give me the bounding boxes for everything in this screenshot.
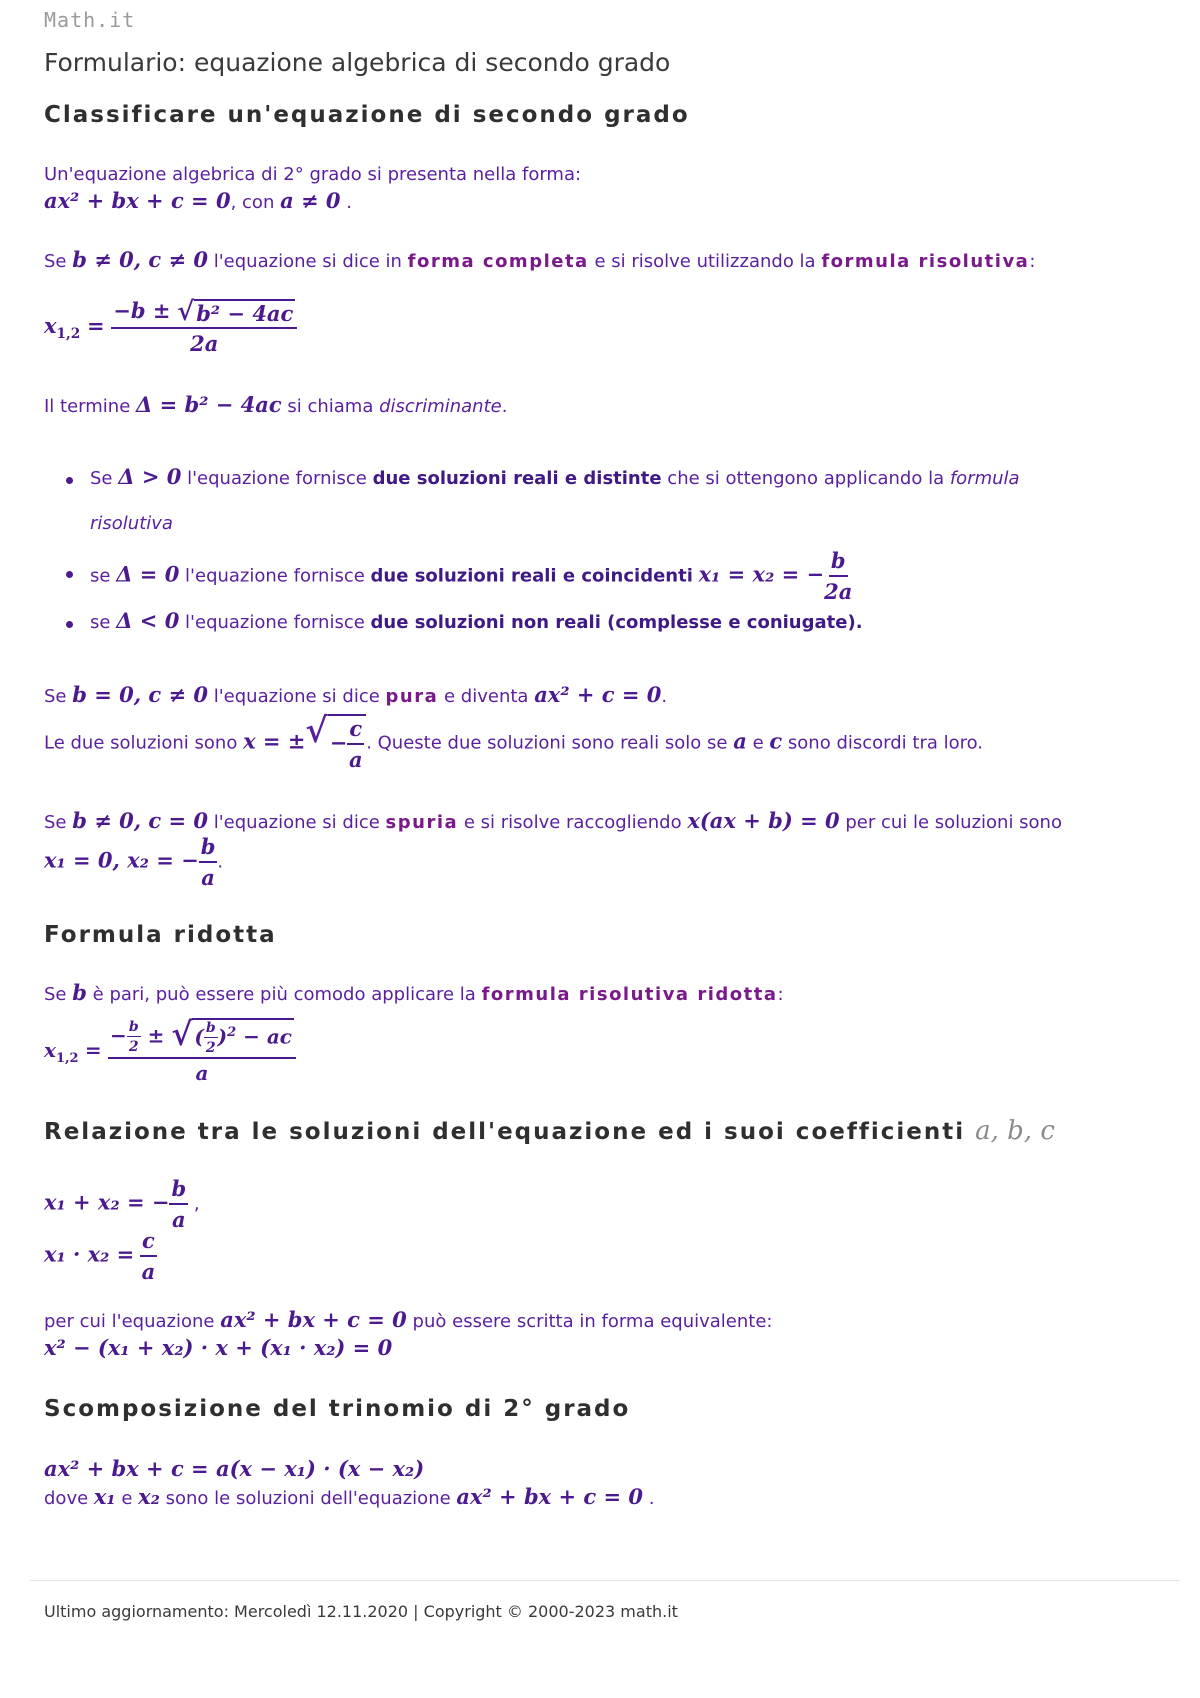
case-positive-cont: risolutiva <box>90 513 173 534</box>
text: può essere scritta in forma equivalente: <box>412 1311 773 1332</box>
radicand-tail: − ac <box>243 1024 292 1049</box>
text: l'equazione si dice <box>213 686 380 707</box>
pure-fraction <box>347 716 364 773</box>
fraction-denominator: a <box>141 1259 156 1284</box>
text: Se <box>44 251 67 272</box>
minus-sign: − <box>329 730 348 755</box>
complete-form-line <box>44 247 1035 275</box>
radicand: b² − 4ac <box>196 300 294 326</box>
formula-lhs: x <box>44 312 57 338</box>
complete-condition: b ≠ 0, c ≠ 0 <box>72 247 208 272</box>
equivalent-form <box>44 1335 392 1363</box>
keyword-formula-risolutiva: formula risolutiva <box>821 251 1030 272</box>
bullet-icon <box>66 477 73 484</box>
sum-fraction <box>169 1176 188 1233</box>
text: che si ottengono applicando la <box>667 468 945 489</box>
bullet-icon <box>66 571 73 578</box>
decomp-text-line <box>44 1484 654 1512</box>
fraction-denominator: 2 <box>205 1040 216 1056</box>
text: è pari, può essere più comodo applicare la <box>92 984 476 1005</box>
var-a: a <box>733 728 747 754</box>
formula-lhs-sub: 1,2 <box>55 1051 79 1066</box>
radical-icon: √ <box>171 1015 193 1053</box>
quadratic-formula <box>44 298 297 356</box>
equivalent-formula: x² − (x₁ + x₂) · x + (x₁ · x₂) = 0 <box>44 1335 393 1360</box>
text: per cui le soluzioni sono <box>845 812 1062 833</box>
text: sono le soluzioni dell'equazione <box>165 1488 451 1509</box>
text: e si risolve utilizzando la <box>594 251 816 272</box>
fraction-numerator: b <box>128 1019 139 1035</box>
text: l'equazione fornisce <box>187 468 367 489</box>
text: si chiama <box>287 396 374 417</box>
heading-vars: a, b, c <box>975 1116 1055 1146</box>
intro-end: . <box>346 192 352 213</box>
text: formula <box>949 468 1020 489</box>
case-positive <box>90 464 1020 492</box>
heading-text: Relazione tra le soluzioni dell'equazione ed i suoi coefficienti <box>44 1119 966 1145</box>
product-fraction <box>140 1228 157 1285</box>
spuria-solutions <box>44 834 223 891</box>
text: . <box>661 686 668 707</box>
spuria-fraction <box>199 834 218 891</box>
fraction-numerator: b <box>199 834 218 863</box>
text: Se <box>44 984 67 1005</box>
text: , <box>193 1193 200 1215</box>
text: Il termine <box>44 396 131 417</box>
text: . <box>648 1488 655 1509</box>
relation-formula: ax² + bx + c = 0 <box>220 1307 407 1332</box>
reduced-line <box>44 980 784 1008</box>
site-name: Math.it <box>44 8 136 32</box>
minus-sign: − <box>110 1023 127 1048</box>
radical-icon: √ <box>177 296 195 327</box>
radicand: ( $\frac{b}{2}$ )$^2$ − ac <box>194 1020 292 1056</box>
case-condition: Δ > 0 <box>118 464 182 489</box>
text: l'equazione si dice <box>213 812 380 833</box>
sum-lhs: x₁ + x₂ = − <box>44 1189 170 1215</box>
quadratic-fraction <box>111 298 297 356</box>
formula-lhs-sub: 1,2 <box>56 325 81 342</box>
discriminant-formula: Δ = b² − 4ac <box>136 392 282 417</box>
case-negative <box>90 608 863 636</box>
text: e <box>121 1488 133 1509</box>
exponent: 2 <box>227 1024 237 1040</box>
discriminant-line <box>44 392 507 420</box>
spuria-line <box>44 808 1062 836</box>
var-x1: x₁ <box>93 1484 116 1509</box>
pure-formula: ax² + c = 0 <box>534 682 662 707</box>
fraction-numerator <box>108 1015 296 1059</box>
text: sono discordi tra loro. <box>787 732 984 754</box>
text: : <box>777 984 784 1005</box>
sum-relation <box>44 1176 200 1233</box>
text: l'equazione si dice in <box>213 251 402 272</box>
discriminant-term: discriminante <box>379 396 502 417</box>
text: . <box>217 851 224 873</box>
heading-relation <box>44 1116 1055 1146</box>
product-relation <box>44 1228 157 1285</box>
fraction-numerator: b <box>205 1020 216 1036</box>
text: e <box>752 732 764 754</box>
text: Se <box>44 686 67 707</box>
fraction-numerator: c <box>140 1228 157 1257</box>
text: e si risolve raccogliendo <box>463 812 682 833</box>
keyword-pura: pura <box>385 686 439 707</box>
fraction-numerator: c <box>347 716 364 745</box>
intro-form-line <box>44 188 352 216</box>
fraction-denominator: 2 <box>128 1039 139 1055</box>
fraction-denominator: 2a <box>824 579 853 604</box>
pure-solutions-line <box>44 711 984 773</box>
keyword-formula-ridotta: formula risolutiva ridotta <box>481 984 778 1005</box>
form-condition: a ≠ 0 <box>280 188 341 213</box>
fraction-numerator: b <box>169 1176 188 1205</box>
square-root <box>171 1015 294 1056</box>
reduced-formula <box>44 1015 296 1085</box>
case-condition: Δ = 0 <box>116 561 180 587</box>
decomp-formula-line <box>44 1456 424 1484</box>
pure-radicand <box>328 714 366 773</box>
equals: = <box>84 1038 102 1062</box>
half-b-fraction-2 <box>204 1020 218 1056</box>
equals: = <box>86 312 105 338</box>
intro-sep: , con <box>230 192 275 213</box>
heading-decomp: Scomposizione del trinomio di 2° grado <box>44 1396 631 1422</box>
case-zero <box>90 548 852 605</box>
text: Se <box>44 812 67 833</box>
reduced-fraction <box>108 1015 296 1085</box>
pure-square-root <box>305 711 366 773</box>
fraction-denominator: a <box>201 865 215 890</box>
fraction-denominator: a <box>348 747 363 772</box>
footer-divider <box>30 1580 1180 1581</box>
product-lhs: x₁ · x₂ = <box>44 1241 135 1267</box>
text: l'equazione fornisce <box>185 565 365 587</box>
fraction-denominator: a <box>172 1207 186 1232</box>
text: se <box>90 565 111 587</box>
var-c: c <box>769 728 783 754</box>
fraction-numerator: b <box>829 548 848 577</box>
general-form-formula: ax² + bx + c = 0 <box>44 188 231 213</box>
keyword-forma-completa: forma completa <box>407 251 589 272</box>
heading-reduced: Formula ridotta <box>44 922 277 948</box>
decomp-formula: ax² + bx + c = a(x − x₁) · (x − x₂) <box>44 1456 425 1481</box>
square-root <box>177 296 295 327</box>
relation-text-line <box>44 1307 773 1335</box>
half-b-fraction <box>127 1019 141 1055</box>
case-result: due soluzioni non reali (complesse e coniugate). <box>370 612 863 633</box>
case-result: due soluzioni reali e coincidenti <box>370 565 693 587</box>
text: Le due soluzioni sono <box>44 732 238 754</box>
pure-solution-lhs: x = ± <box>243 728 306 754</box>
formula-lhs: x <box>44 1038 56 1062</box>
var-x2: x₂ <box>138 1484 160 1509</box>
fraction-denominator: a <box>195 1061 209 1085</box>
footer: Ultimo aggiornamento: Mercoledì 12.11.2020 | Copyright © 2000-2023 math.it <box>44 1602 678 1621</box>
pure-line <box>44 682 667 710</box>
case-result: due soluzioni reali e distinte <box>372 468 662 489</box>
radical-icon: √ <box>305 711 328 751</box>
spuria-solution: x₁ = 0, x₂ = − <box>44 847 199 873</box>
text: dove <box>44 1488 89 1509</box>
case-fraction <box>824 548 852 605</box>
plus-minus: ± <box>147 1023 165 1048</box>
numerator-prefix: −b ± <box>113 298 171 323</box>
text: . <box>501 396 508 417</box>
pure-condition: b = 0, c ≠ 0 <box>72 682 208 707</box>
text: e diventa <box>444 686 529 707</box>
var-b: b <box>72 980 87 1005</box>
case-condition: Δ < 0 <box>116 608 180 633</box>
fraction-numerator <box>111 298 297 329</box>
keyword-spuria: spuria <box>385 812 459 833</box>
fraction-denominator: 2a <box>190 330 219 356</box>
spuria-condition: b ≠ 0, c = 0 <box>72 808 208 833</box>
text: Se <box>90 468 113 489</box>
case-formula: x₁ = x₂ = − <box>698 561 825 587</box>
bullet-icon <box>66 621 73 628</box>
intro-line: Un'equazione algebrica di 2° grado si presenta nella forma: <box>44 164 582 185</box>
spuria-formula: x(ax + b) = 0 <box>687 808 840 833</box>
text: se <box>90 612 111 633</box>
heading-classify: Classificare un'equazione di secondo grado <box>44 102 690 128</box>
text: per cui l'equazione <box>44 1311 215 1332</box>
page-title: Formulario: equazione algebrica di secondo grado <box>44 48 671 77</box>
text: l'equazione fornisce <box>185 612 365 633</box>
text: . Queste due soluzioni sono reali solo se <box>366 732 728 754</box>
decomp-equation: ax² + bx + c = 0 <box>456 1484 644 1509</box>
text: : <box>1029 251 1036 272</box>
